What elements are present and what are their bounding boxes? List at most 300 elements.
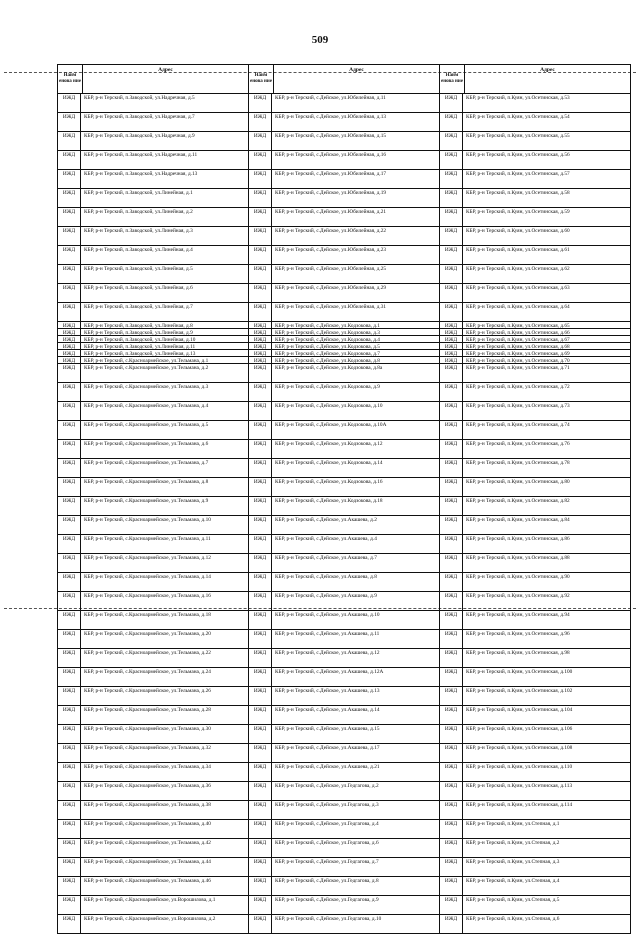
cell-type: ИЖД <box>249 516 272 534</box>
cell-type: ИЖД <box>440 706 463 724</box>
cell-address: КБР, р-н Терский, с.Краснoармейское, ул.Тельмана, д.32 <box>84 745 211 751</box>
cell-address: КБР, р-н Терский, п.Заводской, ул.Линейная, д.13 <box>84 351 196 356</box>
cell-address: КБР, р-н Терский, п.Куян, ул.Осетинская, д.102 <box>466 688 573 694</box>
cell-type: ИЖД <box>58 440 81 458</box>
table-row <box>440 132 630 151</box>
cell-type: ИЖД <box>58 554 81 572</box>
cell-type: ИЖД <box>58 329 81 335</box>
table-column-1 <box>57 64 248 934</box>
cell-type: ИЖД <box>58 649 81 667</box>
cell-type: ИЖД <box>440 421 463 439</box>
cell-type: ИЖД <box>249 357 272 363</box>
cell-type: ИЖД <box>58 383 81 401</box>
cell-type: ИЖД <box>58 877 81 895</box>
table-row <box>58 820 248 839</box>
table-row <box>249 497 439 516</box>
table-row <box>249 744 439 763</box>
table-row <box>249 668 439 687</box>
cell-type: ИЖД <box>440 611 463 629</box>
cell-address: КБР, р-н Терский, с.Дейское, ул.Гедгагова, д.10 <box>275 916 382 922</box>
cell-address: КБР, р-н Терский, п.Заводской, ул.Надречная, д.9 <box>84 133 195 139</box>
table-row <box>440 343 630 350</box>
cell-address: КБР, р-н Терский, п.Куян, ул.Осетинская, д.73 <box>466 403 570 409</box>
cell-type: ИЖД <box>440 649 463 667</box>
cell-address: КБР, р-н Терский, п.Куян, ул.Осетинская, д.53 <box>466 95 570 101</box>
cell-type: ИЖД <box>440 592 463 610</box>
cell-type: ИЖД <box>440 265 463 283</box>
cell-type: ИЖД <box>249 478 272 496</box>
cell-address: КБР, р-н Терский, с.Дейское, ул.Гедгагова, д.9 <box>275 897 379 903</box>
cell-type: ИЖД <box>440 782 463 800</box>
header-type: Наим енова ние <box>249 65 274 93</box>
cell-type: ИЖД <box>249 725 272 743</box>
cell-address: КБР, р-н Терский, с.Краснoармейское, ул.Тельмана, д.16 <box>84 593 211 599</box>
cell-address: КБР, р-н Терский, п.Куян, ул.Осетинская, д.82 <box>466 498 570 504</box>
cell-type: ИЖД <box>440 668 463 686</box>
table-row <box>440 668 630 687</box>
cell-type: ИЖД <box>249 440 272 458</box>
cell-type: ИЖД <box>440 364 463 382</box>
cell-type: ИЖД <box>440 189 463 207</box>
table-row <box>58 915 248 934</box>
table-row <box>440 744 630 763</box>
cell-type: ИЖД <box>440 227 463 245</box>
table-row <box>58 208 248 227</box>
table-row <box>440 151 630 170</box>
cell-address: КБР, р-н Терский, с.Краснoармейское, ул.Тельмана, д.18 <box>84 612 211 618</box>
table-row <box>440 820 630 839</box>
cell-type: ИЖД <box>249 113 272 131</box>
cell-type: ИЖД <box>58 303 81 321</box>
table-row <box>440 383 630 402</box>
table-row <box>440 516 630 535</box>
cell-type: ИЖД <box>440 497 463 515</box>
cell-address: КБР, р-н Терский, п.Куян, ул.Степная, д.4 <box>466 878 560 884</box>
cell-type: ИЖД <box>249 421 272 439</box>
cell-type: ИЖД <box>58 459 81 477</box>
table-row <box>440 535 630 554</box>
table-row <box>58 763 248 782</box>
cell-address: КБР, р-н Терский, с.Дейское, ул.Акашева, д.15 <box>275 726 380 732</box>
cell-type: ИЖД <box>58 189 81 207</box>
table-row <box>440 208 630 227</box>
cell-address: КБР, р-н Терский, с.Краснoармейское, ул.Тельмана, д.28 <box>84 707 211 713</box>
cell-type: ИЖД <box>440 170 463 188</box>
table-row <box>58 170 248 189</box>
table-row <box>249 343 439 350</box>
table-row <box>58 113 248 132</box>
cell-address: КБР, р-н Терский, п.Заводской, ул.Линейная, д.3 <box>84 228 193 234</box>
cell-type: ИЖД <box>58 630 81 648</box>
table-row <box>58 350 248 357</box>
header-address: Адрес <box>540 67 555 73</box>
cell-address: КБР, р-н Терский, с.Дейское, ул.Кодзокова, д.3 <box>275 330 380 335</box>
cell-address: КБР, р-н Терский, с.Дейское, ул.Акашева, д.8 <box>275 574 377 580</box>
cell-type: ИЖД <box>249 303 272 321</box>
cell-type: ИЖД <box>440 350 463 356</box>
table-row <box>440 782 630 801</box>
header-type: Наим енова ние <box>58 65 83 93</box>
cell-type: ИЖД <box>58 350 81 356</box>
cell-address: КБР, р-н Терский, п.Куян, ул.Осетинская, д.76 <box>466 441 570 447</box>
table-row <box>58 322 248 329</box>
table-row <box>440 839 630 858</box>
cell-type: ИЖД <box>249 877 272 895</box>
table-row <box>58 839 248 858</box>
cell-address: КБР, р-н Терский, п.Заводской, ул.Линейная, д.5 <box>84 266 193 272</box>
cell-type: ИЖД <box>249 497 272 515</box>
cell-address: КБР, р-н Терский, п.Куян, ул.Осетинская, д.104 <box>466 707 573 713</box>
cell-address: КБР, р-н Терский, п.Заводской, ул.Линейная, д.9 <box>84 330 193 335</box>
table-row <box>58 383 248 402</box>
cell-address: КБР, р-н Терский, с.Краснoармейское, ул.Тельмана, д.26 <box>84 688 211 694</box>
cell-type: ИЖД <box>58 744 81 762</box>
cell-address: КБР, р-н Терский, п.Куян, ул.Осетинская, д.68 <box>466 344 570 349</box>
table-row <box>440 402 630 421</box>
cell-address: КБР, р-н Терский, п.Куян, ул.Степная, д.3 <box>466 859 560 865</box>
cell-type: ИЖД <box>249 839 272 857</box>
table-row <box>249 170 439 189</box>
table-row <box>249 630 439 649</box>
cell-address: КБР, р-н Терский, с.Дейское, ул.Кодзокова, д.7 <box>275 351 380 356</box>
cell-type: ИЖД <box>249 227 272 245</box>
table-row <box>249 687 439 706</box>
table-row <box>249 649 439 668</box>
table-row <box>440 189 630 208</box>
table-row <box>440 630 630 649</box>
cell-type: ИЖД <box>249 364 272 382</box>
table-row <box>249 357 439 364</box>
cell-address: КБР, р-н Терский, п.Куян, ул.Осетинская, д.110 <box>466 764 573 770</box>
table-row <box>440 227 630 246</box>
table-row <box>440 329 630 336</box>
cell-type: ИЖД <box>58 402 81 420</box>
cell-address: КБР, р-н Терский, п.Куян, ул.Осетинская, д.59 <box>466 209 570 215</box>
cell-address: КБР, р-н Терский, п.Куян, ул.Осетинская, д.63 <box>466 285 570 291</box>
cell-address: КБР, р-н Терский, п.Заводской, ул.Линейная, д.8 <box>84 323 193 328</box>
cell-type: ИЖД <box>440 630 463 648</box>
cell-address: КБР, р-н Терский, с.Дейское, ул.Юбилейная, д.16 <box>275 152 387 158</box>
cell-address: КБР, р-н Терский, п.Куян, ул.Осетинская, д.92 <box>466 593 570 599</box>
cell-address: КБР, р-н Терский, п.Куян, ул.Осетинская, д.70 <box>466 358 570 363</box>
cell-type: ИЖД <box>58 343 81 349</box>
cell-type: ИЖД <box>440 336 463 342</box>
cell-type: ИЖД <box>58 801 81 819</box>
table-row <box>249 858 439 877</box>
table-row <box>440 497 630 516</box>
cell-address: КБР, р-н Терский, п.Заводской, ул.Линейная, д.2 <box>84 209 193 215</box>
cell-address: КБР, р-н Терский, с.Краснoармейское, ул.Тельмана, д.6 <box>84 441 209 447</box>
table-row <box>249 322 439 329</box>
table-row <box>58 611 248 630</box>
header-address: Адрес <box>349 67 364 73</box>
cell-type: ИЖД <box>440 208 463 226</box>
table-row <box>440 265 630 284</box>
cell-type: ИЖД <box>58 478 81 496</box>
cell-type: ИЖД <box>58 357 81 363</box>
table-row <box>58 535 248 554</box>
address-table <box>57 64 631 934</box>
cell-address: КБР, р-н Терский, с.Дейское, ул.Юбилейная, д.21 <box>275 209 387 215</box>
table-row <box>58 782 248 801</box>
table-row <box>249 478 439 497</box>
cell-address: КБР, р-н Терский, п.Заводской, ул.Линейная, д.7 <box>84 304 193 310</box>
cell-address: КБР, р-н Терский, с.Краснoармейское, ул.Тельмана, д.12 <box>84 555 211 561</box>
cell-type: ИЖД <box>249 459 272 477</box>
cell-address: КБР, р-н Терский, п.Куян, ул.Осетинская, д.56 <box>466 152 570 158</box>
cell-type: ИЖД <box>249 336 272 342</box>
cell-type: ИЖД <box>440 820 463 838</box>
cell-address: КБР, р-н Терский, с.Краснoармейское, ул.Тельмана, д.3 <box>84 384 209 390</box>
table-row <box>58 246 248 265</box>
table-row <box>58 151 248 170</box>
cell-address: КБР, р-н Терский, п.Куян, ул.Осетинская, д.108 <box>466 745 573 751</box>
cell-address: КБР, р-н Терский, п.Заводской, ул.Надречная, д.13 <box>84 171 198 177</box>
cell-address: КБР, р-н Терский, с.Дейское, ул.Юбилейная, д.17 <box>275 171 387 177</box>
cell-type: ИЖД <box>249 189 272 207</box>
table-row <box>249 535 439 554</box>
table-row <box>249 383 439 402</box>
cell-type: ИЖД <box>249 706 272 724</box>
cell-address: КБР, р-н Терский, п.Куян, ул.Осетинская, д.78 <box>466 460 570 466</box>
cell-type: ИЖД <box>440 877 463 895</box>
cell-address: КБР, р-н Терский, п.Куян, ул.Осетинская, д.64 <box>466 304 570 310</box>
table-column-2 <box>248 64 439 934</box>
table-column-3 <box>439 64 631 934</box>
cell-type: ИЖД <box>440 744 463 762</box>
table-row <box>58 896 248 915</box>
table-row <box>58 265 248 284</box>
cell-address: КБР, р-н Терский, с.Дейское, ул.Юбилейная, д.11 <box>275 95 386 101</box>
table-row <box>58 649 248 668</box>
cell-address: КБР, р-н Терский, п.Куян, ул.Осетинская, д.113 <box>466 783 573 789</box>
rows <box>58 94 248 934</box>
table-row <box>58 440 248 459</box>
table-row <box>249 725 439 744</box>
table-row <box>440 303 630 322</box>
cell-address: КБР, р-н Терский, п.Куян, ул.Осетинская, д.114 <box>466 802 573 808</box>
cell-address: КБР, р-н Терский, с.Краснoармейское, ул.Тельмана, д.7 <box>84 460 209 466</box>
table-row <box>249 265 439 284</box>
cell-address: КБР, р-н Терский, с.Дейское, ул.Кодзокова, д.9 <box>275 384 380 390</box>
cell-type: ИЖД <box>58 421 81 439</box>
cell-type: ИЖД <box>249 611 272 629</box>
table-row <box>249 801 439 820</box>
cell-type: ИЖД <box>249 132 272 150</box>
table-row <box>440 246 630 265</box>
table-row <box>440 706 630 725</box>
cell-type: ИЖД <box>440 801 463 819</box>
cell-type: ИЖД <box>440 132 463 150</box>
table-row <box>249 364 439 383</box>
table-row <box>249 284 439 303</box>
cell-type: ИЖД <box>58 322 81 328</box>
table-row <box>440 554 630 573</box>
cell-type: ИЖД <box>58 151 81 169</box>
table-row <box>440 459 630 478</box>
cell-address: КБР, р-н Терский, п.Куян, ул.Осетинская, д.86 <box>466 536 570 542</box>
table-row <box>440 877 630 896</box>
cell-type: ИЖД <box>249 322 272 328</box>
cell-address: КБР, р-н Терский, с.Краснoармейское, ул.Тельмана, д.5 <box>84 422 209 428</box>
cell-address: КБР, р-н Терский, с.Дейское, ул.Кодзокова, д.1 <box>275 323 380 328</box>
cell-type: ИЖД <box>58 284 81 302</box>
cell-address: КБР, р-н Терский, с.Дейское, ул.Акашева, д.4 <box>275 536 377 542</box>
cell-address: КБР, р-н Терский, с.Краснoармейское, ул.Тельмана, д.24 <box>84 669 211 675</box>
cell-type: ИЖД <box>440 687 463 705</box>
cell-address: КБР, р-н Терский, п.Куян, ул.Осетинская, д.65 <box>466 323 570 328</box>
cell-address: КБР, р-н Терский, с.Дейское, ул.Юбилейная, д.31 <box>275 304 387 310</box>
cell-address: КБР, р-н Терский, п.Заводской, ул.Надречная, д.7 <box>84 114 195 120</box>
cell-address: КБР, р-н Терский, с.Краснoармейское, ул.Тельмана, д.11 <box>84 536 211 542</box>
cell-type: ИЖД <box>58 763 81 781</box>
table-row <box>249 782 439 801</box>
table-row <box>249 350 439 357</box>
table-row <box>58 687 248 706</box>
cell-address: КБР, р-н Терский, с.Краснoармейское, ул.Тельмана, д.9 <box>84 498 209 504</box>
table-row <box>58 189 248 208</box>
cell-type: ИЖД <box>58 687 81 705</box>
cell-type: ИЖД <box>249 896 272 914</box>
table-row <box>58 227 248 246</box>
table-row <box>440 592 630 611</box>
cell-type: ИЖД <box>249 744 272 762</box>
cell-address: КБР, р-н Терский, с.Дейское, ул.Акашева, д.13 <box>275 688 380 694</box>
table-row <box>440 364 630 383</box>
cell-type: ИЖД <box>58 820 81 838</box>
cell-address: КБР, р-н Терский, с.Краснoармейское, ул.Тельмана, д.20 <box>84 631 211 637</box>
cell-address: КБР, р-н Терский, с.Дейское, ул.Кодзокова, д.5 <box>275 344 380 349</box>
table-row <box>58 357 248 364</box>
cell-address: КБР, р-н Терский, с.Дейское, ул.Акашева, д.17 <box>275 745 380 751</box>
cell-address: КБР, р-н Терский, с.Дейское, ул.Акашева, д.12 <box>275 650 380 656</box>
table-row <box>249 459 439 478</box>
table-row <box>58 554 248 573</box>
table-row <box>440 170 630 189</box>
table-row <box>58 725 248 744</box>
table-row <box>58 858 248 877</box>
cell-type: ИЖД <box>440 343 463 349</box>
cell-address: КБР, р-н Терский, с.Краснoармейское, ул.Тельмана, д.44 <box>84 859 211 865</box>
table-row <box>58 94 248 113</box>
cell-address: КБР, р-н Терский, с.Дейское, ул.Юбилейная, д.23 <box>275 247 387 253</box>
cell-address: КБР, р-н Терский, с.Дейское, ул.Акашева, д.7 <box>275 555 377 561</box>
cell-type: ИЖД <box>249 343 272 349</box>
cell-type: ИЖД <box>58 915 81 933</box>
cell-type: ИЖД <box>249 329 272 335</box>
table-row <box>249 915 439 934</box>
table-row <box>58 668 248 687</box>
table-row <box>58 364 248 383</box>
table-row <box>249 189 439 208</box>
cell-type: ИЖД <box>249 858 272 876</box>
cell-address: КБР, р-н Терский, с.Краснoармейское, ул.Ворошилова, д.2 <box>84 916 216 922</box>
cell-address: КБР, р-н Терский, п.Куян, ул.Степная, д.5 <box>466 897 560 903</box>
table-row <box>249 763 439 782</box>
cell-type: ИЖД <box>440 763 463 781</box>
cell-address: КБР, р-н Терский, с.Дейское, ул.Гедгагова, д.3 <box>275 802 379 808</box>
cell-address: КБР, р-н Терский, с.Краснoармейское, ул.Тельмана, д.38 <box>84 802 211 808</box>
cell-type: ИЖД <box>249 151 272 169</box>
table-row <box>58 630 248 649</box>
table-row <box>249 421 439 440</box>
cell-type: ИЖД <box>440 478 463 496</box>
cell-type: ИЖД <box>440 303 463 321</box>
table-row <box>249 113 439 132</box>
table-row <box>58 478 248 497</box>
table-row <box>440 357 630 364</box>
table-row <box>249 877 439 896</box>
cell-address: КБР, р-н Терский, п.Заводской, ул.Надречная, д.11 <box>84 152 198 158</box>
cell-type: ИЖД <box>440 357 463 363</box>
table-row <box>58 706 248 725</box>
table-row <box>440 763 630 782</box>
cell-type: ИЖД <box>249 915 272 933</box>
cell-address: КБР, р-н Терский, с.Дейское, ул.Юбилейная, д.19 <box>275 190 387 196</box>
header-type: Наим енова ние <box>440 65 465 93</box>
cell-address: КБР, р-н Терский, с.Дейское, ул.Кодзокова, д.10А <box>275 422 387 428</box>
cell-type: ИЖД <box>58 611 81 629</box>
cell-address: КБР, р-н Терский, п.Заводской, ул.Линейная, д.6 <box>84 285 193 291</box>
cell-type: ИЖД <box>58 94 81 112</box>
cell-address: КБР, р-н Терский, с.Дейское, ул.Юбилейная, д.25 <box>275 266 387 272</box>
cell-type: ИЖД <box>440 573 463 591</box>
cell-address: КБР, р-н Терский, п.Заводской, ул.Линейная, д.10 <box>84 337 196 342</box>
cell-address: КБР, р-н Терский, с.Краснoармейское, ул.Тельмана, д.4 <box>84 403 209 409</box>
table-row <box>249 227 439 246</box>
table-row <box>249 554 439 573</box>
table-row <box>440 801 630 820</box>
cell-address: КБР, р-н Терский, с.Краснoармейское, ул.Тельмана, д.8 <box>84 479 209 485</box>
cell-type: ИЖД <box>249 592 272 610</box>
cell-address: КБР, р-н Терский, п.Куян, ул.Осетинская, д.67 <box>466 337 570 342</box>
cell-type: ИЖД <box>58 336 81 342</box>
table-row <box>249 329 439 336</box>
cell-type: ИЖД <box>249 801 272 819</box>
cell-address: КБР, р-н Терский, с.Дейское, ул.Кодзокова, д.4 <box>275 337 380 342</box>
cell-type: ИЖД <box>440 440 463 458</box>
cell-address: КБР, р-н Терский, с.Дейское, ул.Кодзокова, д.18 <box>275 498 383 504</box>
cell-type: ИЖД <box>58 246 81 264</box>
cell-address: КБР, р-н Терский, с.Дейское, ул.Кодзокова, д.8а <box>275 365 383 371</box>
cell-type: ИЖД <box>440 535 463 553</box>
cell-address: КБР, р-н Терский, с.Дейское, ул.Кодзокова, д.16 <box>275 479 383 485</box>
cell-type: ИЖД <box>58 668 81 686</box>
cell-address: КБР, р-н Терский, с.Дейское, ул.Гедгагова, д.7 <box>275 859 379 865</box>
cell-address: КБР, р-н Терский, п.Куян, ул.Осетинская, д.72 <box>466 384 570 390</box>
cell-address: КБР, р-н Терский, с.Дейское, ул.Акашева, д.14 <box>275 707 380 713</box>
table-row <box>249 820 439 839</box>
cell-address: КБР, р-н Терский, с.Краснoармейское, ул.Тельмана, д.30 <box>84 726 211 732</box>
cell-type: ИЖД <box>440 915 463 933</box>
cell-type: ИЖД <box>58 706 81 724</box>
table-row <box>440 336 630 343</box>
cell-type: ИЖД <box>58 573 81 591</box>
cell-type: ИЖД <box>440 284 463 302</box>
cell-address: КБР, р-н Терский, с.Краснoармейское, ул.Тельмана, д.40 <box>84 821 211 827</box>
table-row <box>249 336 439 343</box>
cell-type: ИЖД <box>58 535 81 553</box>
table-row <box>58 303 248 322</box>
cell-address: КБР, р-н Терский, с.Дейское, ул.Акашева, д.2 <box>275 517 377 523</box>
cell-address: КБР, р-н Терский, п.Куян, ул.Осетинская, д.106 <box>466 726 573 732</box>
cell-address: КБР, р-н Терский, п.Куян, ул.Степная, д.1 <box>466 821 560 827</box>
table-row <box>58 877 248 896</box>
cell-type: ИЖД <box>58 896 81 914</box>
table-row <box>58 402 248 421</box>
cell-address: КБР, р-н Терский, п.Куян, ул.Осетинская, д.80 <box>466 479 570 485</box>
cell-address: КБР, р-н Терский, с.Краснoармейское, ул.Тельмана, д.1 <box>84 358 209 363</box>
